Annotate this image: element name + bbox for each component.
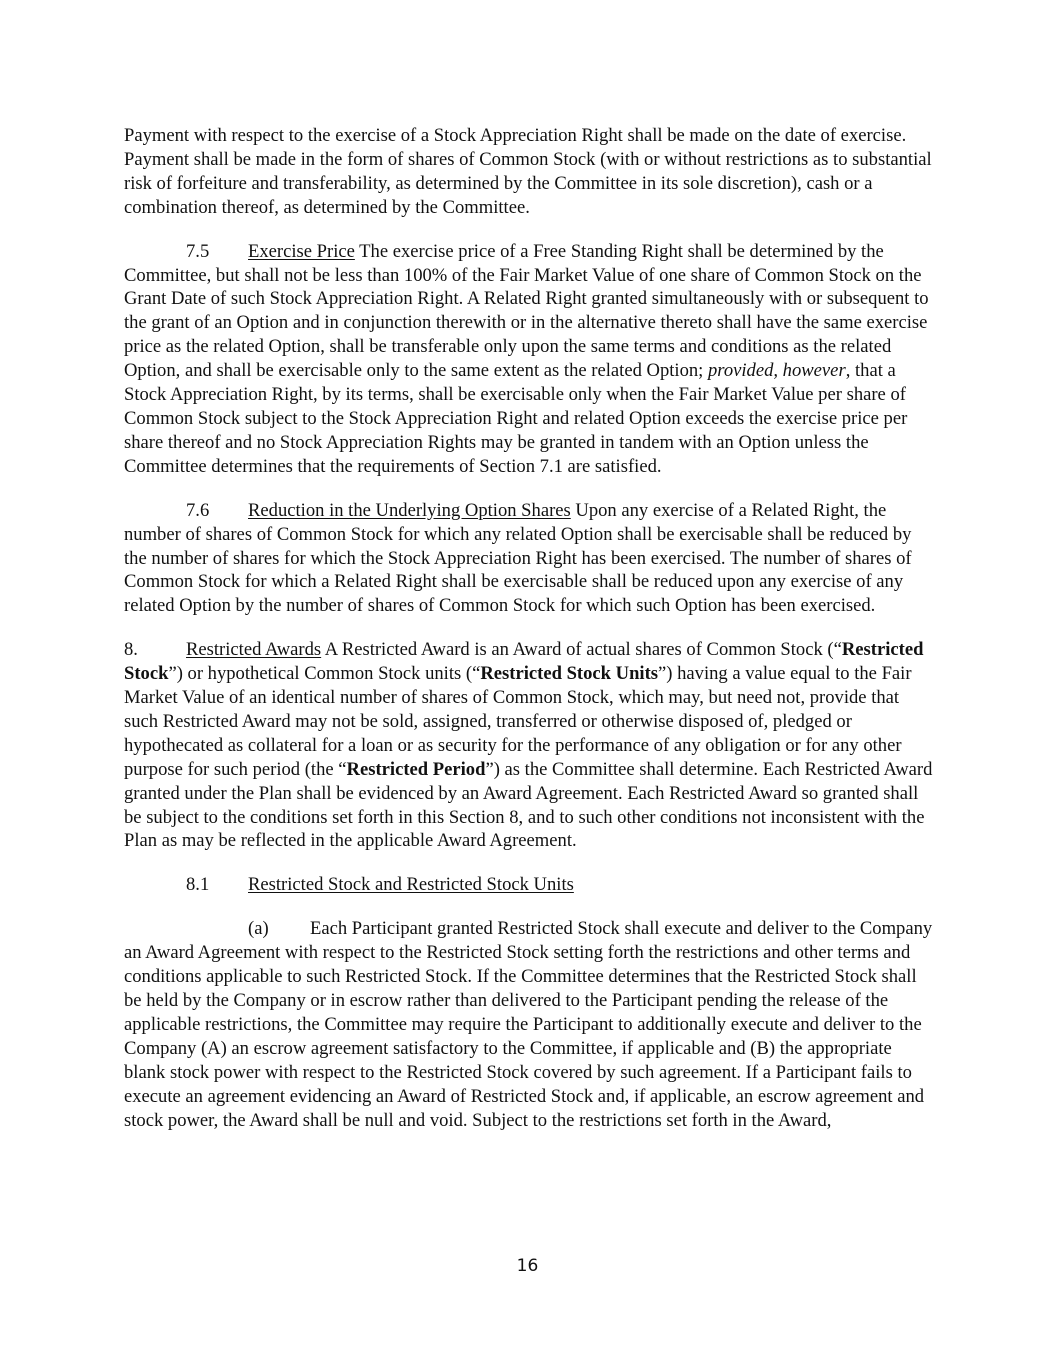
- section-7-6: [124, 499, 934, 619]
- italic-text: provided, however: [707, 360, 846, 382]
- section-7-5: [124, 240, 934, 479]
- section-text: The exercise price of a Free Standing Right shall be determined by the Committee, but shall not be less than 100% of the Fair Market Value of one share of Common Stock on the Grant Date of such Stock Appreciation Right. A Related Right granted simultaneously with or subsequent to the grant of an Option and in conjunction therewith or in the alternative thereto shall have the same exercise price as the related Option, shall be transferable only upon the same terms and conditions as the related Option, and shall be exercisable only to the same extent as the related Option;: [124, 240, 929, 382]
- section-title: Reduction in the Underlying Option Shares: [248, 499, 571, 521]
- section-number: 8.: [124, 639, 138, 661]
- document-page: [124, 124, 934, 1152]
- section-title: Restricted Awards: [186, 639, 322, 661]
- section-title: Exercise Price: [248, 240, 355, 262]
- section-8: [124, 638, 934, 853]
- section-text: , that a Stock Appreciation Right, by its terms, shall be exercisable only when the Fair Market Value per share of Common Stock subject to the Stock Appreciation Right and related Option exceeds the exercise price per share thereof and no Stock Appreciation Rights may be granted in tandem with an Option unless the Committee determines that the requirements of Section 7.1 are satisfied.: [124, 360, 908, 477]
- section-text: A Restricted Award is an Award of actual shares of Common Stock (“: [321, 639, 842, 661]
- section-number: 8.1: [186, 874, 210, 896]
- section-number: 7.6: [186, 499, 210, 521]
- section-number: 7.5: [186, 240, 210, 262]
- intro-paragraph: Payment with respect to the exercise of a Stock Appreciation Right shall be made on the date of exercise. Payment shall be made in the form of shares of Common Stock (with or without restrictions as to substantial risk of forfeiture and transferability, as determined by the Committee in its sole discretion), cash or a combination thereof, as determined by the Committee.: [124, 125, 932, 218]
- section-8-1-heading: [124, 873, 934, 897]
- page-number: 16: [516, 1256, 539, 1276]
- section-8-1-a: [124, 917, 934, 1132]
- section-text: ”) as the Committee shall determine. Each Restricted Award granted under the Plan shall be evidenced by an Award Agreement. Each Restricted Award so granted shall be subject to the conditions set forth in this Section 8, and to such other conditions not inconsistent with the Plan as may be reflected in the applicable Award Agreement.: [124, 758, 933, 852]
- defined-term: Restricted Stock: [124, 639, 924, 685]
- defined-term: Restricted Stock Units: [480, 663, 659, 685]
- section-text: ”) having a value equal to the Fair Market Value of an identical number of shares of Common Stock, which may, but need not, provide that such Restricted Award may not be sold, assigned, transferred or otherwise disposed of, pledged or hypothecated as collateral for a loan or as security for the performance of any obligation or for any other purpose for such period (the “: [124, 663, 912, 780]
- section-text: Each Participant granted Restricted Stock shall execute and deliver to the Company an Award Agreement with respect to the Restricted Stock setting forth the restrictions and other terms and conditions applicable to such Restricted Stock. If the Committee determines that the Restricted Stock shall be held by the Company or in escrow rather than delivered to the Participant pending the release of the applicable restrictions, the Committee may require the Participant to additionally execute and deliver to the Company (A) an escrow agreement satisfactory to the Committee, if applicable and (B) the appropriate blank stock power with respect to the Restricted Stock covered by such agreement. If a Participant fails to execute an agreement evidencing an Award of Restricted Stock and, if applicable, an escrow agreement and stock power, the Award shall be null and void. Subject to the restrictions set forth in the Award,: [124, 918, 933, 1131]
- section-title: Restricted Stock and Restricted Stock Units: [248, 874, 574, 896]
- subsection-label: (a): [248, 918, 269, 940]
- section-text: ”) or hypothetical Common Stock units (“: [168, 663, 481, 685]
- section-text: Upon any exercise of a Related Right, the number of shares of Common Stock for which any related Option shall be exercisable shall be reduced by the number of shares for which the Stock Appreciation Right has been exercised. The number of shares of Common Stock for which a Related Right shall be exercisable shall be reduced upon any exercise of any related Option by the number of shares of Common Stock for which such Option has been exercised.: [124, 499, 912, 617]
- defined-term: Restricted Period: [346, 758, 486, 780]
